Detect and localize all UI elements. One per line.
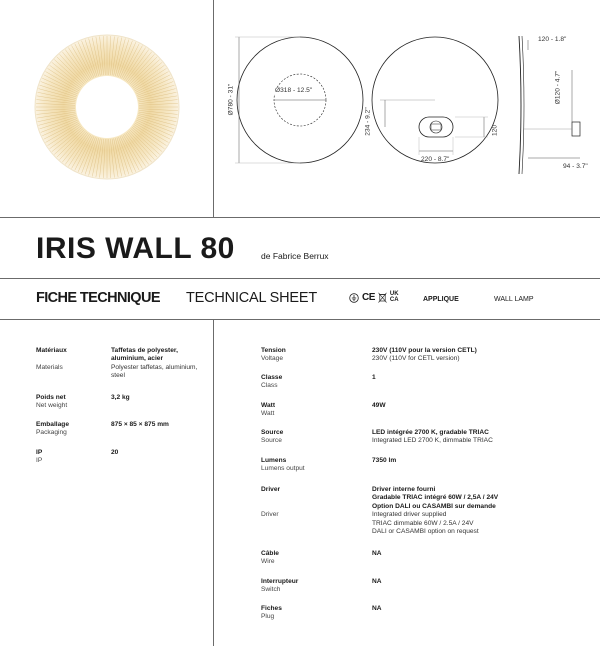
dim-box-height: 120 bbox=[491, 125, 499, 137]
sheet-title-en: TECHNICAL SHEET bbox=[186, 290, 318, 306]
spec-value-fr: LED intégrée 2700 K, gradable TRIAC bbox=[372, 429, 489, 436]
spec-label-en: Lumens output bbox=[261, 465, 305, 473]
sheet-title-fr: FICHE TECHNIQUE bbox=[36, 290, 160, 306]
spec-value-fr: 49W bbox=[372, 402, 386, 409]
cert-icons bbox=[349, 292, 401, 303]
spec-value-fr: 230V (110V pour la version CETL) bbox=[372, 347, 477, 354]
spec-source bbox=[261, 429, 581, 446]
spec-plug bbox=[261, 605, 581, 622]
spec-label-en: IP bbox=[36, 457, 43, 465]
spec-label-fr: Interrupteur bbox=[261, 578, 299, 585]
spec-label-en: Watt bbox=[261, 410, 275, 418]
spec-label-en: Switch bbox=[261, 586, 281, 594]
dim-side-top: 120 - 1.8" bbox=[538, 36, 567, 43]
spec-watt bbox=[261, 402, 581, 419]
spec-voltage bbox=[261, 347, 581, 364]
product-title: IRIS WALL 80 bbox=[36, 232, 235, 265]
spec-value-en: Integrated LED 2700 K, dimmable TRIAC bbox=[372, 437, 493, 445]
designer-credit: de Fabrice Berrux bbox=[261, 251, 329, 261]
spec-value-fr: 3,2 kg bbox=[111, 394, 130, 401]
spec-value-fr: NA bbox=[372, 605, 382, 612]
spec-label-fr: Source bbox=[261, 429, 284, 436]
spec-label-fr: Classe bbox=[261, 374, 283, 381]
back-view-drawing bbox=[360, 25, 520, 175]
spec-switch bbox=[261, 578, 581, 595]
spec-label-fr: Poids net bbox=[36, 394, 66, 401]
spec-value-fr: 875 × 85 × 875 mm bbox=[111, 421, 169, 428]
spec-value-fr: Driver interne fourni Gradable TRIAC intégré 60W / 2,5A / 24V Option DALI ou CASAMBI sur demande bbox=[372, 486, 499, 510]
bin-icon bbox=[378, 292, 387, 303]
product-photo bbox=[22, 22, 192, 192]
spec-value-fr: NA bbox=[372, 578, 382, 585]
spec-label-fr: Fiches bbox=[261, 605, 282, 612]
dim-side-diameter: Ø120 - 4.7" bbox=[554, 70, 562, 105]
spec-driver bbox=[261, 486, 581, 536]
spec-label-en: Net weight bbox=[36, 402, 68, 410]
spec-label-en: Voltage bbox=[261, 355, 283, 363]
dim-side-depth: 94 - 3.7" bbox=[563, 163, 588, 170]
spec-value-fr: NA bbox=[372, 550, 382, 557]
spec-label-en: Wire bbox=[261, 558, 275, 566]
dim-offset-height: 234 - 9.2" bbox=[364, 107, 372, 136]
spec-class bbox=[261, 374, 581, 391]
spec-label-fr: Matériaux bbox=[36, 347, 67, 354]
spec-label-en: Source bbox=[261, 437, 282, 445]
spec-label-en: Materials bbox=[36, 363, 63, 371]
type-label-en: WALL LAMP bbox=[494, 296, 534, 303]
spec-value-en: 230V (110V for CETL version) bbox=[372, 355, 460, 363]
spec-value-fr: 20 bbox=[111, 449, 119, 456]
spec-materials bbox=[36, 347, 206, 381]
side-view-drawing bbox=[510, 30, 590, 180]
ce-mark: CE bbox=[362, 292, 375, 303]
spec-label-fr: Watt bbox=[261, 402, 276, 409]
ground-icon bbox=[349, 293, 359, 303]
spec-value-fr: 1 bbox=[372, 374, 376, 381]
spec-wire bbox=[261, 550, 581, 567]
spec-label-fr: Câble bbox=[261, 550, 279, 557]
spec-value-fr: Taffetas de polyester, aluminium, acier bbox=[111, 347, 178, 363]
dim-inner-diameter: Ø318 - 12.5" bbox=[275, 87, 313, 94]
spec-label-fr: Driver bbox=[261, 486, 281, 493]
spec-lumens-output bbox=[261, 457, 581, 474]
dim-box-width: 220 - 8.7" bbox=[421, 156, 450, 163]
spec-label-fr: Tension bbox=[261, 347, 286, 354]
front-view-drawing bbox=[225, 25, 375, 175]
type-label-fr: APPLIQUE bbox=[423, 296, 459, 303]
spec-label-en: Plug bbox=[261, 613, 275, 621]
spec-label-fr: Emballage bbox=[36, 421, 69, 428]
ukca-mark: UK CA bbox=[389, 291, 399, 303]
spec-value-en: Polyester taffetas, aluminium, steel bbox=[111, 363, 198, 380]
spec-value-en: Integrated driver supplied TRIAC dimmable 60W / 2.5A / 24V DALI or CASAMBI option on request bbox=[372, 511, 479, 536]
spec-ip bbox=[36, 449, 206, 466]
dim-outer-diameter: Ø780 - 31" bbox=[227, 83, 235, 116]
spec-packaging bbox=[36, 421, 206, 438]
spec-weight bbox=[36, 394, 206, 411]
spec-label-en: Packaging bbox=[36, 429, 67, 437]
spec-label-fr: Lumens bbox=[261, 457, 287, 464]
spec-label-en: Class bbox=[261, 382, 278, 390]
spec-value-fr: 7350 lm bbox=[372, 457, 397, 464]
spec-label-fr: IP bbox=[36, 449, 43, 456]
spec-label-en: Driver bbox=[261, 511, 279, 519]
